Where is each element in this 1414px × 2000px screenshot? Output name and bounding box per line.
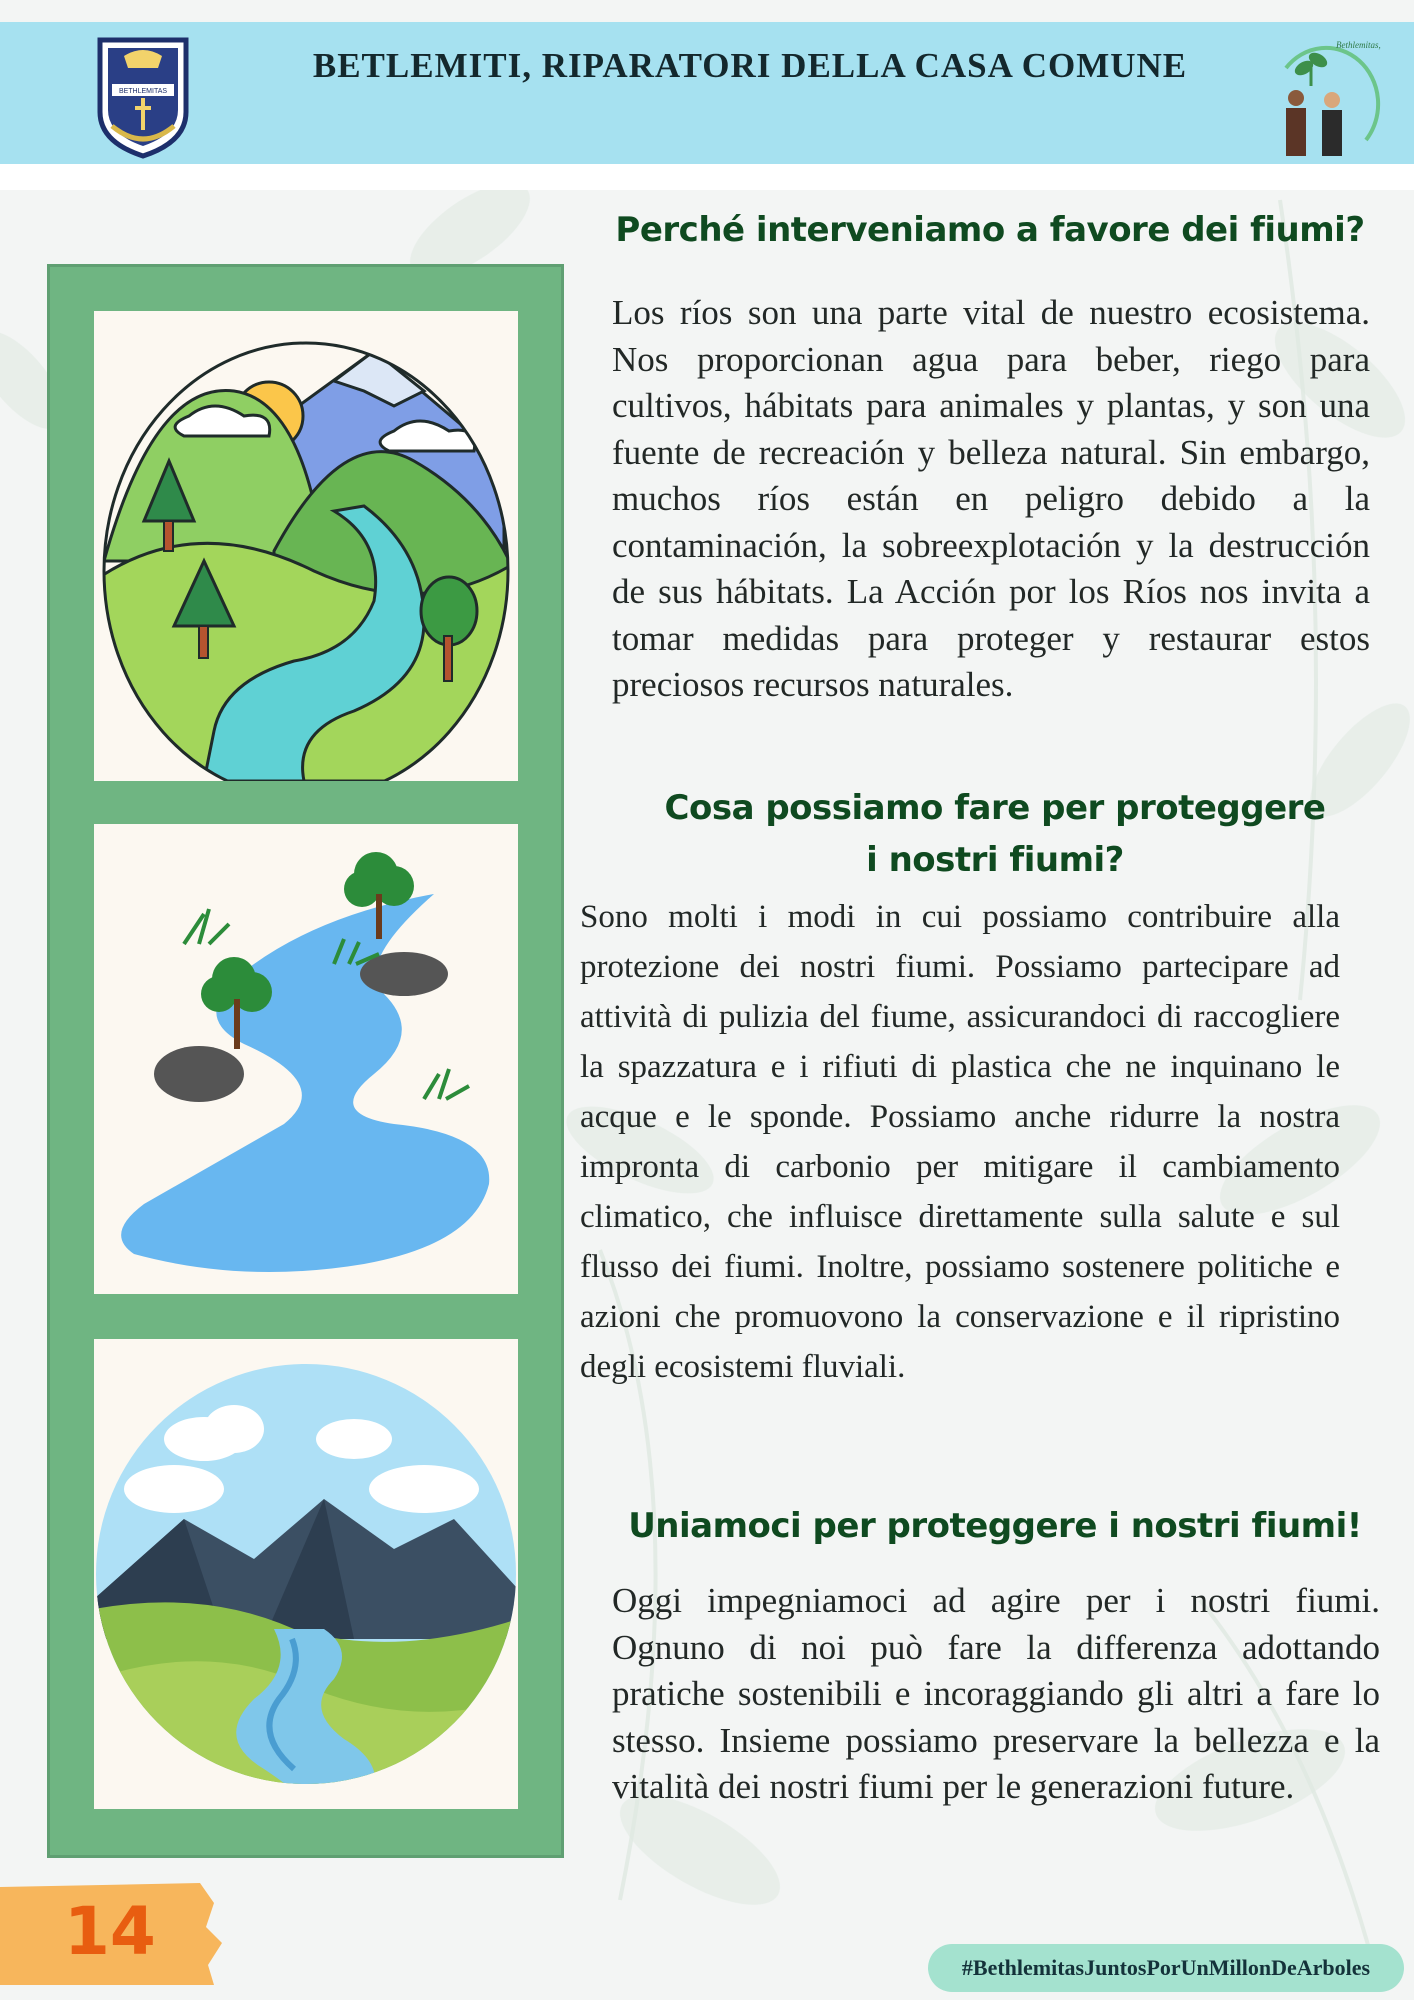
illustration-mountain-valley xyxy=(94,311,518,781)
section-heading-what xyxy=(600,782,1390,886)
page-header-title: BETLEMITI, RIPARATORI DELLA CASA COMUNE xyxy=(312,46,1188,85)
brand-logo-text-line: Bethlemitas, xyxy=(1336,40,1381,50)
crest-banner-text: BETHLEMITAS xyxy=(118,88,168,95)
header-divider xyxy=(0,164,1414,190)
illustration-panel xyxy=(47,264,564,1858)
bethlemitas-brand-logo xyxy=(1266,28,1386,164)
page-number: 14 xyxy=(64,1893,156,1970)
section-heading-what-line2: i nostri fiumi? xyxy=(866,840,1124,880)
illustration-winding-river xyxy=(94,824,518,1294)
section-heading-what-line1: Cosa possiamo fare per proteggere xyxy=(664,788,1326,828)
section-heading-unite: Uniamoci per proteggere i nostri fiumi! xyxy=(628,1506,1362,1546)
illustration-mountains-river xyxy=(94,1339,518,1809)
section-body-why: Los ríos son una parte vital de nuestro ecosistema. Nos proporcionan agua para beber, riego para cultivos, hábitats para animales y plantas, y son una fuente de recreación y belleza natural. Sin embargo, muchos ríos están en peligro debido a la contaminación, la sobreexplotación y la destrucción de sus hábitats. La Acción por los Ríos nos invita a tomar medidas para proteger y restaurar estos preciosos recursos naturales. xyxy=(612,293,1370,704)
section-body-what: Sono molti i modi in cui possiamo contribuire alla protezione dei nostri fiumi. Possiamo partecipare ad attività di pulizia del fiume, assicurandoci di raccogliere la spazzatura e i rifiuti di plastica che ne inquinano le acque e le sponde. Possiamo anche ridurre la nostra impronta di carbonio per mitigare il cambiamento climatico, che influisce direttamente sulla salute e sul flusso dei fiumi. Inoltre, possiamo sostenere politiche e azioni che promuovono la conservazione e il ripristino degli ecosistemi fluviali. xyxy=(580,899,1340,1385)
section-body-unite: Oggi impegniamoci ad agire per i nostri fiumi. Ognuno di noi può fare la differenza adottando pratiche sostenibili e incoraggiando gli altri a fare lo stesso. Insieme possiamo preservare la bellezza e la vitalità dei nostri fiumi per le generazioni future. xyxy=(612,1581,1380,1806)
brand-logo-text xyxy=(1336,40,1381,50)
campaign-hashtag: #BethlemitasJuntosPorUnMillonDeArboles xyxy=(928,1944,1404,1992)
header-band xyxy=(0,22,1414,164)
section-heading-why: Perché interveniamo a favore dei fiumi? xyxy=(615,210,1365,250)
school-crest-logo xyxy=(94,34,192,160)
